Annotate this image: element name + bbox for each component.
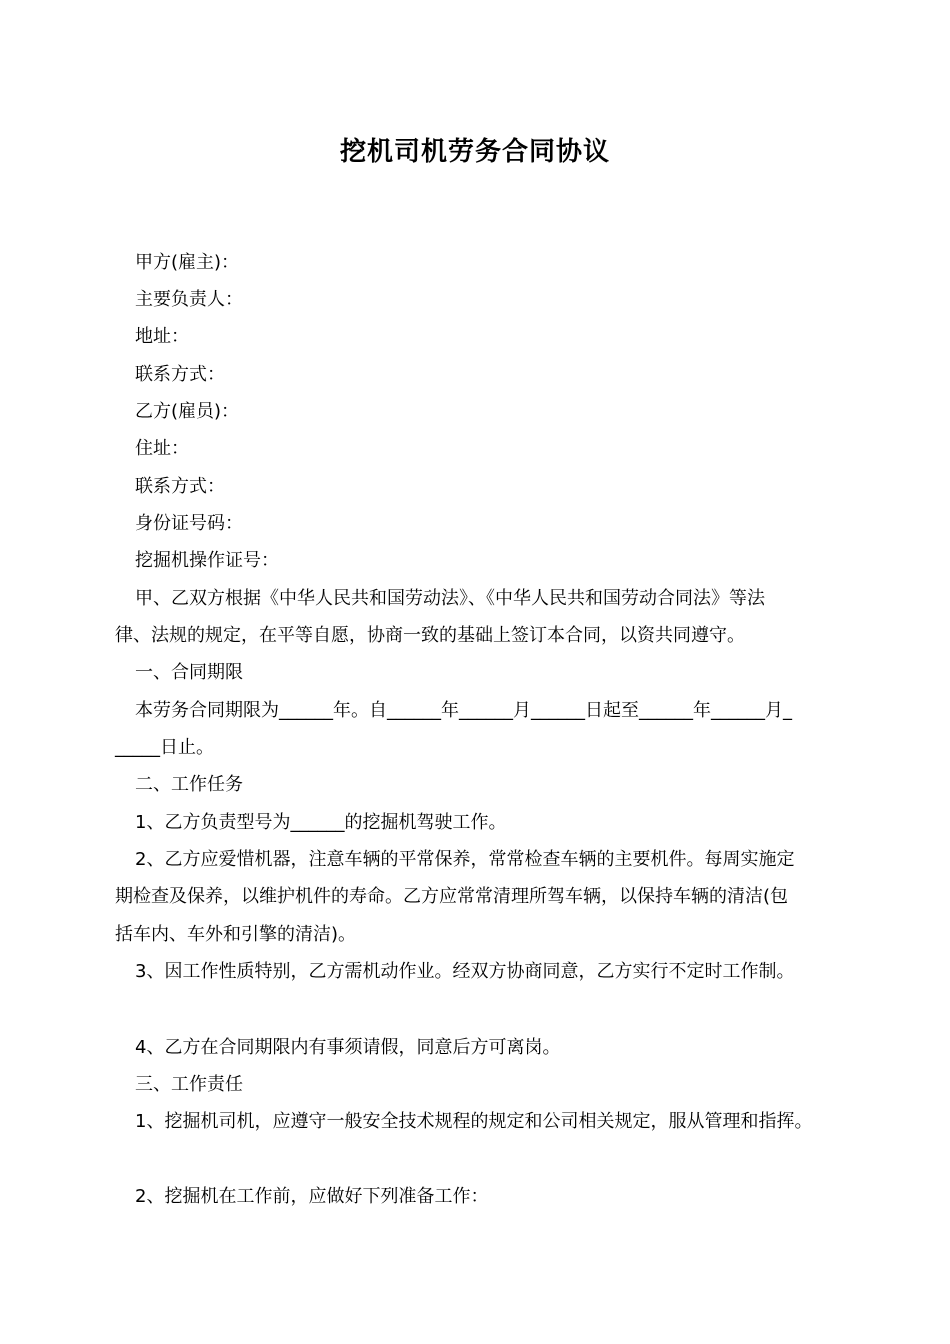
section-2-item-3: 3、因工作性质特别，乙方需机动作业。经双方协商同意，乙方实行不定时工作制。 (135, 961, 795, 982)
section-2-item-1: 1、乙方负责型号为______的挖掘机驾驶工作。 (135, 812, 507, 833)
section-1-heading: 一、合同期限 (135, 662, 243, 683)
party-a-principal-field: 主要负责人： (135, 289, 243, 310)
party-b-contact-field: 联系方式： (135, 476, 225, 497)
section-3-heading: 三、工作责任 (135, 1074, 243, 1095)
section-1-term-line-1: 本劳务合同期限为______年。自______年______月______日起至______年______月_ (135, 700, 792, 721)
intro-paragraph-line-1: 甲、乙双方根据《中华人民共和国劳动法》、《中华人民共和国劳动合同法》等法 (135, 588, 765, 609)
section-2-item-2-line-3: 括车内、车外和引擎的清洁)。 (115, 924, 357, 945)
section-2-item-4: 4、乙方在合同期限内有事须请假，同意后方可离岗。 (135, 1037, 561, 1058)
party-b-excavator-license-field: 挖掘机操作证号： (135, 550, 279, 571)
party-b-id-number-field: 身份证号码： (135, 513, 243, 534)
intro-paragraph-line-2: 律、法规的规定，在平等自愿，协商一致的基础上签订本合同，以资共同遵守。 (115, 625, 745, 646)
party-b-employee-field: 乙方(雇员)： (135, 401, 240, 422)
section-3-item-2: 2、挖掘机在工作前，应做好下列准备工作： (135, 1186, 489, 1207)
section-2-item-2-line-2: 期检查及保养，以维护机件的寿命。乙方应常常清理所驾车辆，以保持车辆的清洁(包 (115, 886, 789, 907)
party-a-address-field: 地址： (135, 326, 189, 347)
document-title: 挖机司机劳务合同协议 (339, 137, 610, 167)
party-b-residence-field: 住址： (135, 438, 189, 459)
party-a-contact-field: 联系方式： (135, 364, 225, 385)
party-a-employer-field: 甲方(雇主)： (135, 252, 240, 273)
section-3-item-1: 1、挖掘机司机，应遵守一般安全技术规程的规定和公司相关规定，服从管理和指挥。 (135, 1111, 813, 1132)
section-2-heading: 二、工作任务 (135, 774, 243, 795)
section-1-term-line-2: _____日止。 (115, 737, 214, 758)
section-2-item-2-line-1: 2、乙方应爱惜机器，注意车辆的平常保养，常常检查车辆的主要机件。每周实施定 (135, 849, 795, 870)
